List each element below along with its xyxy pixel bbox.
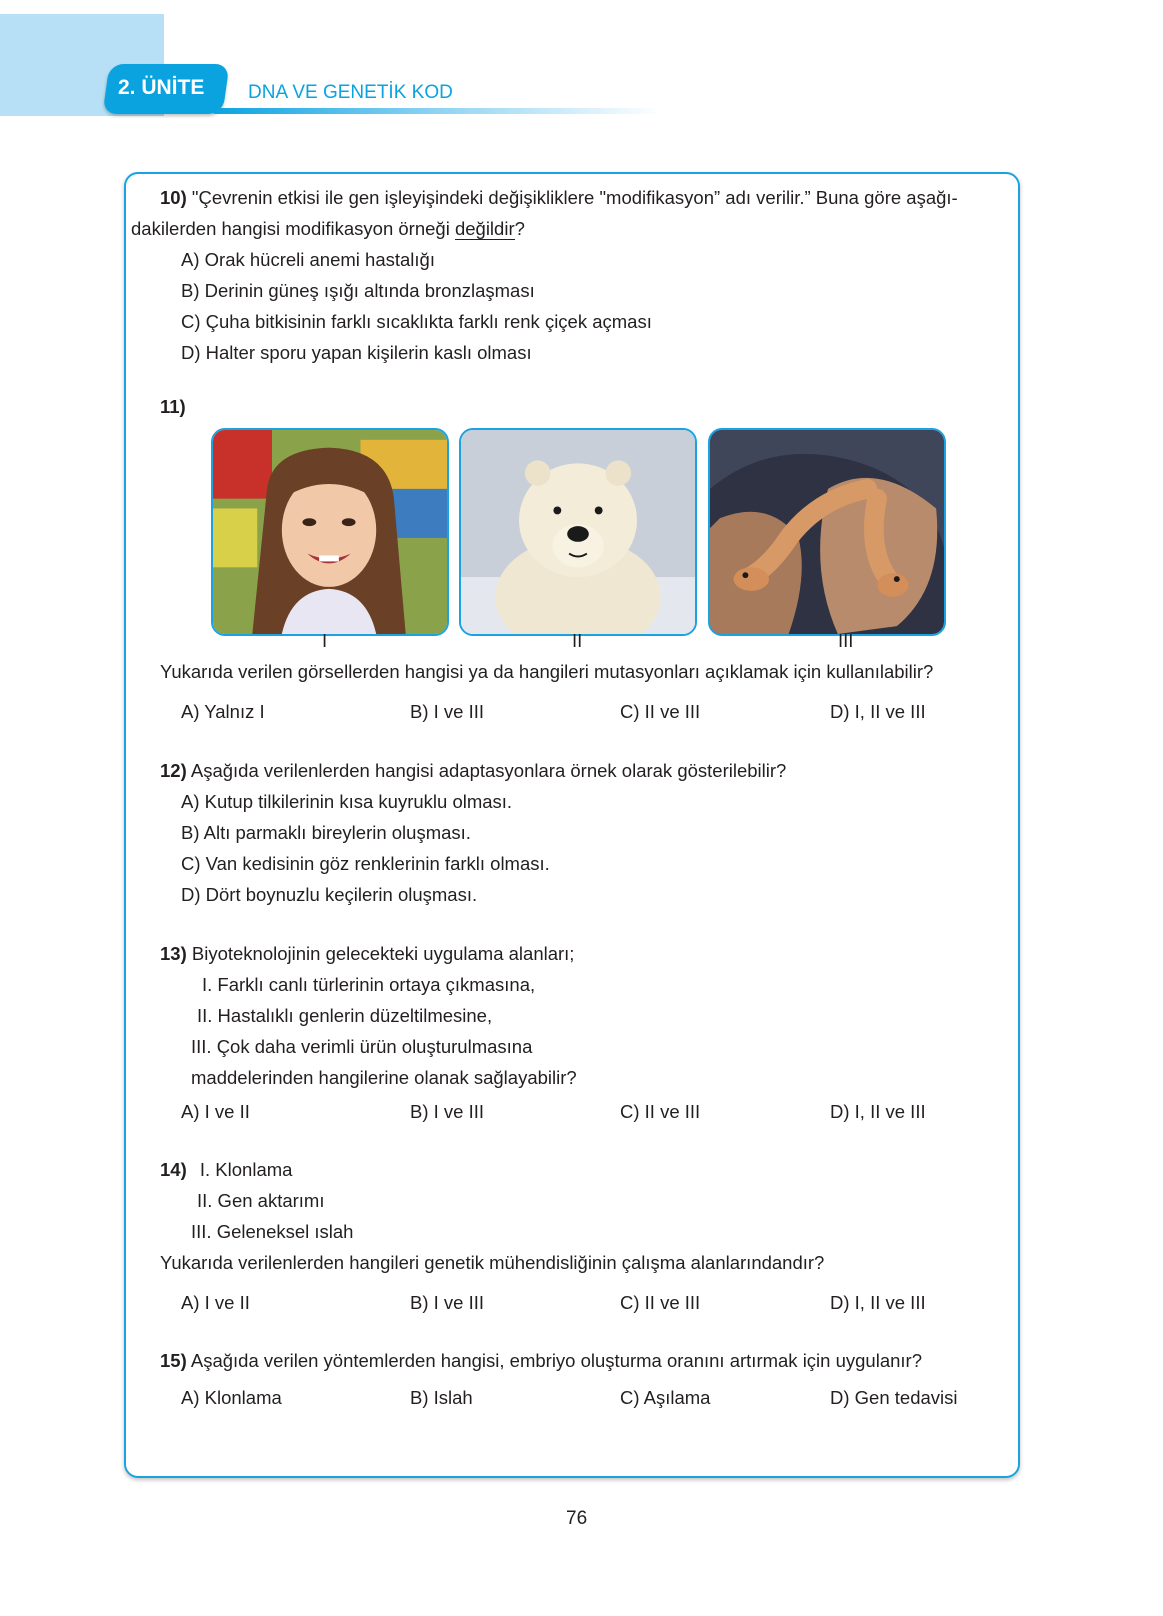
q12-line: [160, 760, 786, 782]
q15-line: [160, 1350, 922, 1372]
q10-option-b: B) Derinin güneş ışığı altında bronzlaşması: [181, 280, 535, 301]
q12-option-d: D) Dört boynuzlu keçilerin oluşması.: [181, 884, 478, 905]
photo-two-headed-snake: [708, 428, 946, 636]
q15-number: 15): [160, 1350, 187, 1371]
q13-option-d: D) I, II ve III: [830, 1101, 926, 1122]
header-underline: [212, 108, 662, 114]
q10-line2: [131, 218, 525, 240]
q10-number: 10): [160, 187, 187, 208]
q11-option-a: A) Yalnız I: [181, 701, 265, 722]
q10-question-mark: ?: [514, 218, 525, 239]
q14-number: 14): [160, 1159, 187, 1180]
q13-question: Biyoteknolojinin gelecekteki uygulama alanları;: [191, 943, 575, 964]
q12-option-a: A) Kutup tilkilerinin kısa kuyruklu olması.: [181, 791, 513, 812]
image-label-3: III: [838, 630, 854, 651]
q10-option-d: D) Halter sporu yapan kişilerin kaslı olması: [181, 342, 532, 363]
q15-option-a: A) Klonlama: [181, 1387, 282, 1408]
q11-question: Yukarıda verilen görsellerden hangisi ya da hangileri mutasyonları açıklamak için kullanılabilir?: [160, 661, 934, 682]
q15-option-b: B) Islah: [410, 1387, 473, 1408]
q10-line1: [160, 187, 958, 209]
photo-polar-bear: [459, 428, 697, 636]
q11-option-c: C) II ve III: [620, 701, 701, 722]
q12-option-c: C) Van kedisinin göz renklerinin farklı olması.: [181, 853, 550, 874]
q11-number: 11): [160, 396, 186, 417]
q14-question: Yukarıda verilenlerden hangileri genetik mühendisliğinin çalışma alanlarındandır?: [160, 1252, 825, 1273]
q12-number: 12): [160, 760, 187, 781]
q10-option-a: A) Orak hücreli anemi hastalığı: [181, 249, 435, 270]
q11-option-d: D) I, II ve III: [830, 701, 926, 722]
q13-item-2: II. Hastalıklı genlerin düzeltilmesine,: [197, 1005, 493, 1026]
q12-option-b: B) Altı parmaklı bireylerin oluşması.: [181, 822, 471, 843]
q12-question: Aşağıda verilenlerden hangisi adaptasyonlara örnek olarak gösterilebilir?: [190, 760, 787, 781]
q10-text-line1: "Çevrenin etkisi ile gen işleyişindeki değişikliklere "modifikasyon” adı verilir.” Buna göre aşağı-: [191, 187, 958, 208]
q15-option-c: C) Aşılama: [620, 1387, 711, 1408]
q14-item-2: II. Gen aktarımı: [197, 1190, 325, 1211]
q14-item-1: I. Klonlama: [199, 1159, 293, 1180]
q13-item-3: III. Çok daha verimli ürün oluşturulmasına: [191, 1036, 533, 1057]
q14-option-d: D) I, II ve III: [830, 1292, 926, 1313]
q14-option-b: B) I ve III: [410, 1292, 485, 1313]
q15-option-d: D) Gen tedavisi: [830, 1387, 958, 1408]
q13-option-a: A) I ve II: [181, 1101, 250, 1122]
photo-girl: [211, 428, 449, 636]
q14-line: [160, 1159, 292, 1181]
q13-option-b: B) I ve III: [410, 1101, 485, 1122]
q13-item-1: I. Farklı canlı türlerinin ortaya çıkmasına,: [202, 974, 536, 995]
q15-question: Aşağıda verilen yöntemlerden hangisi, embriyo oluşturma oranını artırmak için uygulanır?: [190, 1350, 922, 1371]
q13-option-c: C) II ve III: [620, 1101, 701, 1122]
unit-label: 2. ÜNİTE: [118, 76, 205, 99]
q14-option-a: A) I ve II: [181, 1292, 250, 1313]
q14-option-c: C) II ve III: [620, 1292, 701, 1313]
image-label-2: II: [572, 630, 583, 651]
unit-title: DNA VE GENETİK KOD: [248, 82, 453, 103]
q10-underlined-word: değildir: [454, 218, 515, 239]
q10-option-c: C) Çuha bitkisinin farklı sıcaklıkta farklı renk çiçek açması: [181, 311, 652, 332]
page-number: 76: [566, 1508, 588, 1529]
q11-option-b: B) I ve III: [410, 701, 485, 722]
q13-line: [160, 943, 574, 965]
q14-item-3: III. Geleneksel ıslah: [191, 1221, 354, 1242]
q13-closing: maddelerinden hangilerine olanak sağlayabilir?: [191, 1067, 577, 1088]
image-label-1: I: [322, 630, 328, 651]
q10-text-line2: dakilerden hangisi modifikasyon örneği: [131, 218, 455, 239]
q13-number: 13): [160, 943, 187, 964]
